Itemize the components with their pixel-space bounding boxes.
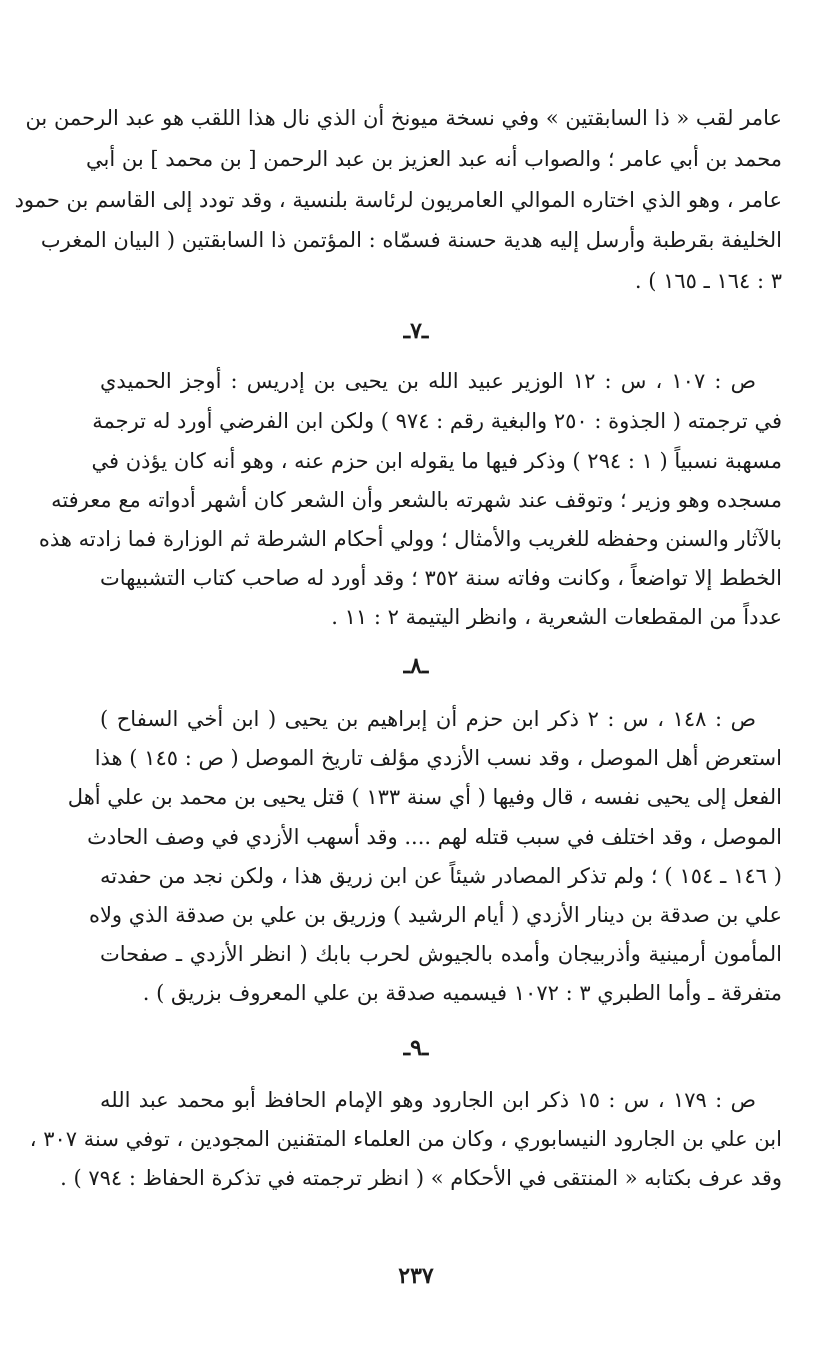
text-line: ص : ١٧٩ ، س : ١٥ ذكر ابن الجارود وهو الإمام الحافظ أبو محمد عبد الله xyxy=(100,1088,756,1112)
text-line: ابن علي بن الجارود النيسابوري ، وكان من العلماء المتقنين المجودين ، توفي سنة ٣٠٧ ، xyxy=(29,1127,782,1151)
text-line: المأمون أرمينية وأذربيجان وأمده بالجيوش لحرب بابك ( انظر الأزدي ـ صفحات xyxy=(100,942,782,966)
text-line: في ترجمته ( الجذوة : ٢٥٠ والبغية رقم : ٩٧٤ ) ولكن ابن الفرضي أورد له ترجمة xyxy=(92,409,782,433)
text-line: الفعل إلى يحيى نفسه ، قال وفيها ( أي سنة ١٣٣ ) قتل يحيى بن محمد بن علي أهل xyxy=(67,785,782,809)
text-line: الخليفة بقرطبة وأرسل إليه هدية حسنة فسمّاه : المؤتمن ذا السابقتين ( البيان المغرب xyxy=(40,228,782,252)
text-line: مسجده وهو وزير ؛ وتوقف عند شهرته بالشعر وأن الشعر كان أشهر أدواته مع معرفته xyxy=(51,488,782,512)
section-heading-7: ـ٧ـ xyxy=(403,318,429,344)
text-line: استعرض أهل الموصل ، وقد نسب الأزدي مؤلف تاريخ الموصل ( ص : ١٤٥ ) هذا xyxy=(94,746,782,770)
text-line: مسهبة نسبياً ( ١ : ٢٩٤ ) وذكر فيها ما يقوله ابن حزم عنه ، وهو أنه كان يؤذن في xyxy=(91,449,782,473)
text-line: بالآثار والسنن وحفظه للغريب والأمثال ؛ وولي أحكام الشرطة ثم الوزارة فما زادته هذه xyxy=(38,527,782,551)
text-line: ٣ : ١٦٤ ـ ١٦٥ ) . xyxy=(634,269,782,293)
text-line: متفرقة ـ وأما الطبري ٣ : ١٠٧٢ فيسميه صدقة بن علي المعروف بزريق ) . xyxy=(142,981,782,1005)
page-number: ٢٣٧ xyxy=(398,1263,434,1289)
text-line: علي بن صدقة بن دينار الأزدي ( أيام الرشيد ) وزريق بن علي بن صدقة الذي ولاه xyxy=(88,903,782,927)
section-heading-8: ـ٨ـ xyxy=(403,653,429,679)
text-line: الخطط إلا تواضعاً ، وكانت وفاته سنة ٣٥٢ ؛ وقد أورد له صاحب كتاب التشبيهات xyxy=(100,566,783,590)
section-heading-9: ـ٩ـ xyxy=(403,1035,429,1061)
text-line: عامر لقب « ذا السابقتين » وفي نسخة ميونخ أن الذي نال هذا اللقب هو عبد الرحمن بن xyxy=(25,106,782,130)
text-line: ( ١٤٦ ـ ١٥٤ ) ؛ ولم تذكر المصادر شيئاً عن ابن زريق هذا ، ولكن نجد من حفدته xyxy=(100,864,782,888)
text-line: ص : ١٠٧ ، س : ١٢ الوزير عبيد الله بن يحيى بن إدريس : أوجز الحميدي xyxy=(100,369,756,393)
text-line: عدداً من المقطعات الشعرية ، وانظر اليتيمة ٢ : ١١ . xyxy=(331,605,782,629)
text-line: عامر ، وهو الذي اختاره الموالي العامريون لرئاسة بلنسية ، وقد تودد إلى القاسم بن حمود xyxy=(14,188,782,212)
text-line: وقد عرف بكتابه « المنتقى في الأحكام » ( انظر ترجمته في تذكرة الحفاظ : ٧٩٤ ) . xyxy=(60,1166,782,1190)
text-line: محمد بن أبي عامر ؛ والصواب أنه عبد العزيز بن عبد الرحمن [ بن محمد ] بن أبي xyxy=(86,147,782,171)
text-line: الموصل ، وقد اختلف في سبب قتله لهم .... وقد أسهب الأزدي في وصف الحادث xyxy=(87,825,782,849)
text-line: ص : ١٤٨ ، س : ٢ ذكر ابن حزم أن إبراهيم بن يحيى ( ابن أخي السفاح ) xyxy=(100,707,756,731)
